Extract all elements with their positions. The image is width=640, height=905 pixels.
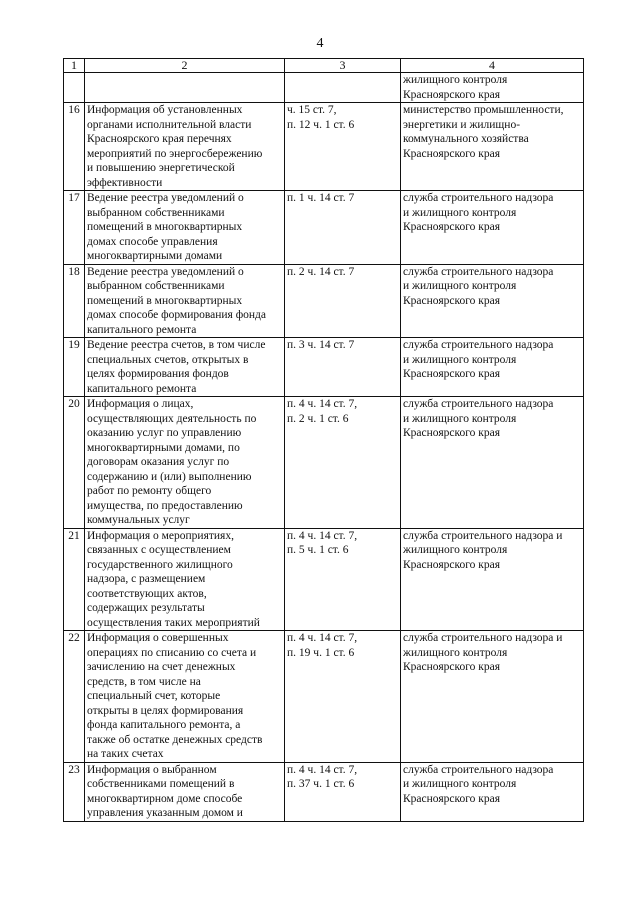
body-cell-line: Красноярского края xyxy=(403,558,500,571)
body-cell-line: и жилищного контроля xyxy=(403,412,517,425)
header-col-3: 3 xyxy=(285,59,401,73)
basis-cell-line: п. 4 ч. 14 ст. 7, xyxy=(287,763,358,776)
info-cell-line: коммунальных услуг xyxy=(87,514,190,526)
info-cell-line: помещений в многоквартирных xyxy=(87,294,243,307)
body-cell-line: Красноярского края xyxy=(403,427,500,439)
page-number: 4 xyxy=(316,36,324,51)
info-cell-line: выбранном собственниками xyxy=(87,206,225,219)
body-cell xyxy=(401,397,584,529)
basis-cell-line: п. 4 ч. 14 ст. 7, xyxy=(287,398,358,410)
row-number: 21 xyxy=(64,528,85,631)
info-cell-line: многоквартирными домами, по xyxy=(87,441,240,454)
info-cell-line: капитального ремонта xyxy=(87,382,197,395)
basis-cell xyxy=(285,528,401,631)
info-cell xyxy=(85,191,285,265)
body-cell-line: служба строительного надзора и xyxy=(403,632,563,644)
table-row xyxy=(64,762,584,821)
table-row xyxy=(64,631,584,763)
body-cell xyxy=(401,103,584,191)
row-number: 18 xyxy=(64,264,85,338)
info-cell-line: Ведение реестра уведомлений о xyxy=(87,265,244,278)
info-cell-line: многоквартирном доме способе xyxy=(87,792,243,805)
info-cell xyxy=(85,631,285,763)
info-cell-line: собственниками помещений в xyxy=(87,778,235,790)
info-cell-line: выбранном собственниками xyxy=(87,280,225,292)
table-row xyxy=(64,191,584,265)
body-cell-line: Красноярского края xyxy=(403,368,500,380)
basis-cell xyxy=(285,397,401,529)
basis-cell-line: п. 4 ч. 14 ст. 7, xyxy=(287,632,358,644)
body-cell xyxy=(401,528,584,631)
row-number: 20 xyxy=(64,397,85,529)
body-cell-line: Красноярского края xyxy=(403,221,500,233)
body-cell-line: и жилищного контроля xyxy=(403,778,517,790)
body-cell-line: и жилищного контроля xyxy=(403,280,517,292)
basis-cell-line: п. 37 ч. 1 ст. 6 xyxy=(287,778,355,790)
body-cell-line: жилищного контроля xyxy=(403,74,508,86)
body-cell-line: Красноярского края xyxy=(403,147,500,160)
info-cell-line: оказанию услуг по управлению xyxy=(87,427,242,439)
info-cell-line: надзора, с размещением xyxy=(87,573,206,585)
info-cell-line: Ведение реестра счетов, в том числе xyxy=(87,339,266,351)
info-cell-line: соответствующих актов, xyxy=(87,587,207,600)
info-cell-line: специальных счетов, открытых в xyxy=(87,353,249,366)
info-cell-line: осуществляющих деятельность по xyxy=(87,412,257,425)
info-cell-line: мероприятий по энергосбережению xyxy=(87,147,263,160)
info-cell-line: зачислению на счет денежных xyxy=(87,661,236,673)
body-cell-line: служба строительного надзора xyxy=(403,339,554,351)
basis-cell-line: п. 5 ч. 1 ст. 6 xyxy=(287,544,349,556)
header-col-4: 4 xyxy=(401,59,584,73)
info-cell-line: Информация о лицах, xyxy=(87,398,194,410)
header-col-2: 2 xyxy=(85,59,285,73)
basis-cell-line: п. 2 ч. 14 ст. 7 xyxy=(287,265,355,278)
info-cell-line: содержанию и (или) выполнению xyxy=(87,470,252,483)
body-cell xyxy=(401,762,584,821)
basis-cell xyxy=(285,103,401,191)
info-cell-line: Ведение реестра уведомлений о xyxy=(87,192,244,204)
table-row xyxy=(64,103,584,191)
info-cell-line: осуществления таких мероприятий xyxy=(87,616,260,629)
body-cell xyxy=(401,73,584,103)
body-cell-line: и жилищного контроля xyxy=(403,206,517,219)
info-cell xyxy=(85,103,285,191)
header-col-1: 1 xyxy=(64,59,85,73)
table-row xyxy=(64,264,584,338)
body-cell-line: служба строительного надзора xyxy=(403,265,554,278)
body-cell-line: служба строительного надзора xyxy=(403,192,554,204)
info-cell-line: многоквартирными домами xyxy=(87,250,223,262)
basis-cell xyxy=(285,191,401,265)
row-number: 17 xyxy=(64,191,85,265)
info-cell-line: капитального ремонта xyxy=(87,323,197,336)
info-cell-line: на таких счетах xyxy=(87,748,164,760)
info-cell-line: и повышению энергетической xyxy=(87,162,235,174)
basis-cell xyxy=(285,264,401,338)
body-cell-line: коммунального хозяйства xyxy=(403,133,529,145)
info-cell-line: средств, в том числе на xyxy=(87,675,201,688)
body-cell xyxy=(401,631,584,763)
info-cell-line: содержащих результаты xyxy=(87,602,205,614)
body-cell-line: жилищного контроля xyxy=(403,646,508,659)
row-number: 23 xyxy=(64,762,85,821)
info-cell-line: домах способе формирования фонда xyxy=(87,309,267,321)
body-cell-line: Красноярского края xyxy=(403,294,500,307)
header-row xyxy=(64,59,584,73)
basis-cell-line: ч. 15 ст. 7, xyxy=(287,104,337,116)
basis-cell-line: п. 1 ч. 14 ст. 7 xyxy=(287,192,355,204)
basis-cell xyxy=(285,338,401,397)
basis-cell-line: п. 2 ч. 1 ст. 6 xyxy=(287,412,349,425)
info-cell-line: также об остатке денежных средств xyxy=(87,733,263,746)
info-cell-line: органами исполнительной власти xyxy=(87,118,252,131)
row-number xyxy=(64,73,85,103)
body-cell-line: служба строительного надзора xyxy=(403,763,554,776)
info-cell-line: Информация о мероприятиях, xyxy=(87,529,234,542)
body-cell xyxy=(401,338,584,397)
body-cell-line: и жилищного контроля xyxy=(403,353,517,366)
document-table xyxy=(63,58,584,822)
body-cell-line: Красноярского края xyxy=(403,88,500,101)
info-cell xyxy=(85,338,285,397)
basis-cell-line: п. 12 ч. 1 ст. 6 xyxy=(287,118,355,131)
row-number: 19 xyxy=(64,338,85,397)
info-cell-line: имущества, по предоставлению xyxy=(87,499,243,512)
info-cell-line: государственного жилищного xyxy=(87,558,233,571)
info-cell-line: Красноярского края перечнях xyxy=(87,133,232,145)
basis-cell xyxy=(285,73,401,103)
info-cell-line: эффективности xyxy=(87,176,163,189)
body-cell-line: Красноярского края xyxy=(403,792,500,805)
table-row xyxy=(64,528,584,631)
info-cell-line: Информация о совершенных xyxy=(87,632,229,644)
info-cell xyxy=(85,73,285,103)
body-cell-line: Красноярского края xyxy=(403,661,500,673)
info-cell xyxy=(85,397,285,529)
row-number: 22 xyxy=(64,631,85,763)
info-cell-line: домах способе управления xyxy=(87,235,218,248)
basis-cell xyxy=(285,631,401,763)
basis-cell-line: п. 3 ч. 14 ст. 7 xyxy=(287,339,355,351)
body-cell xyxy=(401,191,584,265)
info-cell-line: операциях по списанию со счета и xyxy=(87,646,257,659)
body-cell-line: служба строительного надзора xyxy=(403,398,554,410)
table-row xyxy=(64,338,584,397)
info-cell-line: связанных с осуществлением xyxy=(87,544,231,556)
info-cell xyxy=(85,264,285,338)
body-cell xyxy=(401,264,584,338)
info-cell-line: Информация о выбранном xyxy=(87,763,217,776)
info-cell-line: открыты в целях формирования xyxy=(87,704,244,717)
row-number: 16 xyxy=(64,103,85,191)
info-cell-line: договорам оказания услуг по xyxy=(87,456,230,468)
basis-cell-line: п. 19 ч. 1 ст. 6 xyxy=(287,646,355,659)
body-cell-line: служба строительного надзора и xyxy=(403,529,563,542)
table-row xyxy=(64,73,584,103)
info-cell-line: целях формирования фондов xyxy=(87,368,229,380)
info-cell xyxy=(85,528,285,631)
info-cell xyxy=(85,762,285,821)
info-cell-line: специальный счет, которые xyxy=(87,690,221,702)
body-cell-line: энергетики и жилищно- xyxy=(403,118,521,131)
info-cell-line: работ по ремонту общего xyxy=(87,485,212,497)
body-cell-line: министерство промышленности, xyxy=(403,104,564,116)
info-cell-line: фонда капитального ремонта, а xyxy=(87,719,241,731)
body-cell-line: жилищного контроля xyxy=(403,544,508,556)
table-row xyxy=(64,397,584,529)
info-cell-line: Информация об установленных xyxy=(87,104,243,116)
info-cell-line: помещений в многоквартирных xyxy=(87,221,243,233)
basis-cell-line: п. 4 ч. 14 ст. 7, xyxy=(287,529,358,542)
info-cell-line: управления указанным домом и xyxy=(87,807,243,819)
basis-cell xyxy=(285,762,401,821)
